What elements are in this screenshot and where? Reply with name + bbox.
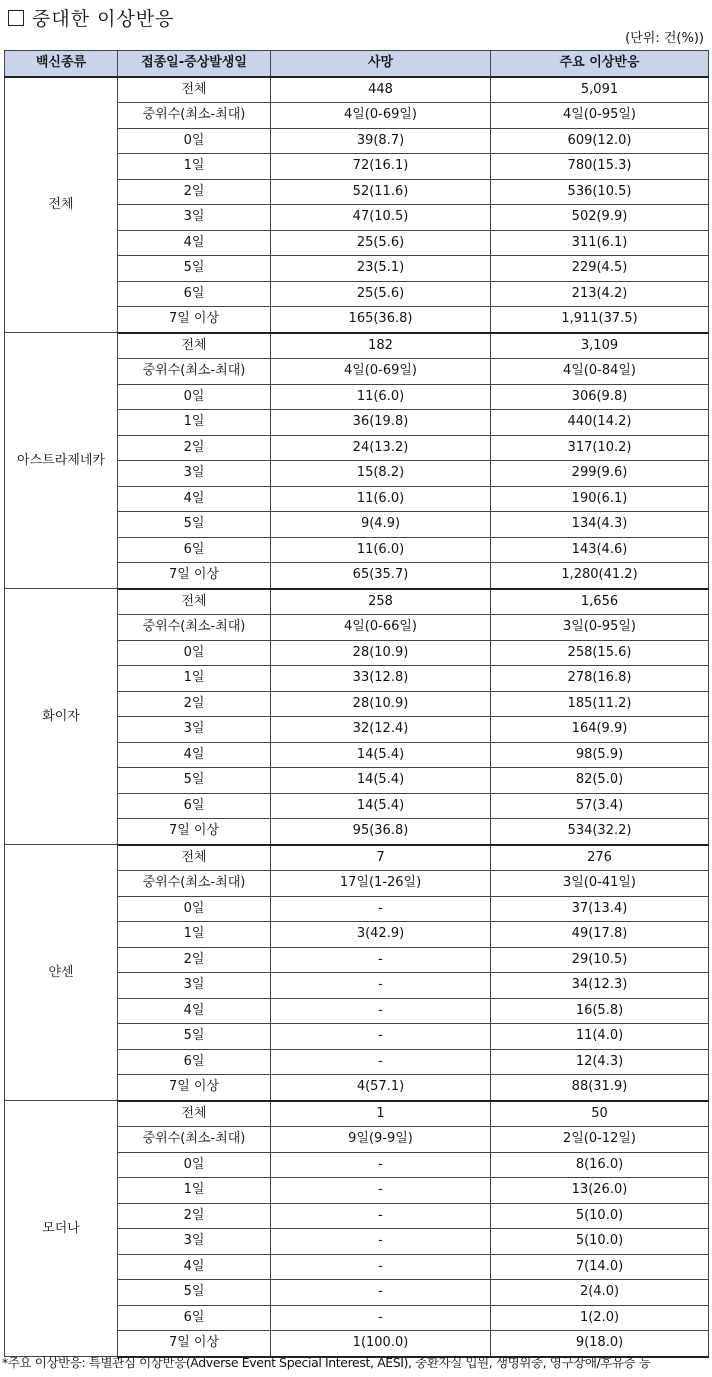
unit-label: (단위: 건(%)) <box>625 31 704 46</box>
onset-interval-cell: 4일 <box>118 742 271 768</box>
major-reaction-cell: 49(17.8) <box>491 922 709 948</box>
onset-interval-cell: 6일 <box>118 1305 271 1331</box>
death-count-cell: 52(11.6) <box>271 179 491 205</box>
death-count-cell: - <box>271 998 491 1024</box>
onset-interval-cell: 전체 <box>118 77 271 103</box>
onset-interval-cell: 2일 <box>118 1203 271 1229</box>
death-count-cell: 14(5.4) <box>271 768 491 794</box>
major-reaction-cell: 780(15.3) <box>491 154 709 180</box>
major-reaction-cell: 50 <box>491 1101 709 1127</box>
death-count-cell: - <box>271 1305 491 1331</box>
major-reaction-cell: 276 <box>491 845 709 871</box>
death-count-cell: 9(4.9) <box>271 512 491 538</box>
death-count-cell: 33(12.8) <box>271 666 491 692</box>
major-reaction-cell: 164(9.9) <box>491 717 709 743</box>
major-reaction-cell: 3,109 <box>491 333 709 359</box>
major-reaction-cell: 229(4.5) <box>491 256 709 282</box>
death-count-cell: 7 <box>271 845 491 871</box>
major-reaction-cell: 134(4.3) <box>491 512 709 538</box>
major-reaction-cell: 4일(0-95일) <box>491 103 709 129</box>
onset-interval-cell: 전체 <box>118 845 271 871</box>
onset-interval-cell: 7일 이상 <box>118 563 271 589</box>
onset-interval-cell: 4일 <box>118 230 271 256</box>
major-reaction-cell: 1,911(37.5) <box>491 307 709 333</box>
death-count-cell: 36(19.8) <box>271 410 491 436</box>
major-reaction-cell: 5(10.0) <box>491 1229 709 1255</box>
vaccine-group-label: 전체 <box>5 77 118 333</box>
death-count-cell: 28(10.9) <box>271 640 491 666</box>
major-reaction-cell: 190(6.1) <box>491 486 709 512</box>
checkbox-square-icon <box>8 10 24 26</box>
major-reaction-cell: 213(4.2) <box>491 281 709 307</box>
onset-interval-cell: 6일 <box>118 281 271 307</box>
onset-interval-cell: 3일 <box>118 205 271 231</box>
death-count-cell: 14(5.4) <box>271 793 491 819</box>
onset-interval-cell: 0일 <box>118 128 271 154</box>
onset-interval-cell: 7일 이상 <box>118 307 271 333</box>
major-reaction-cell: 317(10.2) <box>491 435 709 461</box>
onset-interval-cell: 4일 <box>118 486 271 512</box>
major-reaction-cell: 7(14.0) <box>491 1254 709 1280</box>
death-count-cell: 28(10.9) <box>271 691 491 717</box>
major-reaction-cell: 1,656 <box>491 589 709 615</box>
vaccine-group-label: 모더나 <box>5 1101 118 1357</box>
death-count-cell: 65(35.7) <box>271 563 491 589</box>
death-count-cell: 95(36.8) <box>271 819 491 845</box>
death-count-cell: 1(100.0) <box>271 1331 491 1357</box>
death-count-cell: 258 <box>271 589 491 615</box>
death-count-cell: - <box>271 896 491 922</box>
major-reaction-cell: 98(5.9) <box>491 742 709 768</box>
major-reaction-cell: 57(3.4) <box>491 793 709 819</box>
onset-interval-cell: 6일 <box>118 537 271 563</box>
major-reaction-cell: 88(31.9) <box>491 1075 709 1101</box>
death-count-cell: 15(8.2) <box>271 461 491 487</box>
death-count-cell: - <box>271 1178 491 1204</box>
header-death: 사망 <box>271 51 491 77</box>
onset-interval-cell: 0일 <box>118 384 271 410</box>
death-count-cell: 11(6.0) <box>271 537 491 563</box>
major-reaction-cell: 2일(0-12일) <box>491 1127 709 1153</box>
onset-interval-cell: 5일 <box>118 512 271 538</box>
death-count-cell: 182 <box>271 333 491 359</box>
major-reaction-cell: 29(10.5) <box>491 947 709 973</box>
major-reaction-cell: 299(9.6) <box>491 461 709 487</box>
death-count-cell: - <box>271 1254 491 1280</box>
death-count-cell: 47(10.5) <box>271 205 491 231</box>
vaccine-group-label: 아스트라제네카 <box>5 333 118 589</box>
death-count-cell: 4일(0-69일) <box>271 359 491 385</box>
major-reaction-cell: 12(4.3) <box>491 1049 709 1075</box>
death-count-cell: - <box>271 1229 491 1255</box>
death-count-cell: - <box>271 947 491 973</box>
onset-interval-cell: 2일 <box>118 435 271 461</box>
major-reaction-cell: 34(12.3) <box>491 973 709 999</box>
onset-interval-cell: 2일 <box>118 947 271 973</box>
death-count-cell: 25(5.6) <box>271 230 491 256</box>
death-count-cell: - <box>271 1049 491 1075</box>
major-reaction-cell: 2(4.0) <box>491 1280 709 1306</box>
death-count-cell: 24(13.2) <box>271 435 491 461</box>
onset-interval-cell: 7일 이상 <box>118 1331 271 1357</box>
death-count-cell: 72(16.1) <box>271 154 491 180</box>
death-count-cell: - <box>271 1152 491 1178</box>
onset-interval-cell: 전체 <box>118 589 271 615</box>
major-reaction-cell: 502(9.9) <box>491 205 709 231</box>
major-reaction-cell: 16(5.8) <box>491 998 709 1024</box>
major-reaction-cell: 1,280(41.2) <box>491 563 709 589</box>
onset-interval-cell: 1일 <box>118 1178 271 1204</box>
death-count-cell: 448 <box>271 77 491 103</box>
death-count-cell: 4일(0-69일) <box>271 103 491 129</box>
major-reaction-cell: 534(32.2) <box>491 819 709 845</box>
major-reaction-cell: 1(2.0) <box>491 1305 709 1331</box>
major-reaction-cell: 37(13.4) <box>491 896 709 922</box>
death-count-cell: 4(57.1) <box>271 1075 491 1101</box>
onset-interval-cell: 3일 <box>118 973 271 999</box>
header-row <box>5 51 709 77</box>
table-body <box>5 77 709 1357</box>
onset-interval-cell: 6일 <box>118 793 271 819</box>
onset-interval-cell: 5일 <box>118 256 271 282</box>
table-row <box>5 77 709 103</box>
adverse-reaction-table <box>4 50 709 1358</box>
death-count-cell: 39(8.7) <box>271 128 491 154</box>
onset-interval-cell: 7일 이상 <box>118 1075 271 1101</box>
title-text: 중대한 이상반응 <box>32 8 175 30</box>
table-row <box>5 333 709 359</box>
death-count-cell: 9일(9-9일) <box>271 1127 491 1153</box>
table-row <box>5 1101 709 1127</box>
onset-interval-cell: 전체 <box>118 333 271 359</box>
vaccine-group-label: 얀센 <box>5 845 118 1101</box>
death-count-cell: 4일(0-66일) <box>271 615 491 641</box>
vaccine-group-label: 화이자 <box>5 589 118 845</box>
onset-interval-cell: 중위수(최소-최대) <box>118 615 271 641</box>
major-reaction-cell: 11(4.0) <box>491 1024 709 1050</box>
major-reaction-cell: 440(14.2) <box>491 410 709 436</box>
onset-interval-cell: 0일 <box>118 896 271 922</box>
footnote: *주요 이상반응: 특별관심 이상반응(Adverse Event Special Interest, AESI), 중환자실 입원, 생명위중, 영구장애/후유증 등 <box>2 1355 651 1370</box>
major-reaction-cell: 278(16.8) <box>491 666 709 692</box>
major-reaction-cell: 4일(0-84일) <box>491 359 709 385</box>
onset-interval-cell: 5일 <box>118 768 271 794</box>
onset-interval-cell: 중위수(최소-최대) <box>118 103 271 129</box>
major-reaction-cell: 609(12.0) <box>491 128 709 154</box>
major-reaction-cell: 311(6.1) <box>491 230 709 256</box>
death-count-cell: 1 <box>271 1101 491 1127</box>
death-count-cell: 11(6.0) <box>271 384 491 410</box>
death-count-cell: 23(5.1) <box>271 256 491 282</box>
onset-interval-cell: 2일 <box>118 179 271 205</box>
onset-interval-cell: 중위수(최소-최대) <box>118 359 271 385</box>
death-count-cell: 11(6.0) <box>271 486 491 512</box>
death-count-cell: - <box>271 1024 491 1050</box>
onset-interval-cell: 3일 <box>118 717 271 743</box>
death-count-cell: - <box>271 1203 491 1229</box>
major-reaction-cell: 5,091 <box>491 77 709 103</box>
major-reaction-cell: 536(10.5) <box>491 179 709 205</box>
death-count-cell: 25(5.6) <box>271 281 491 307</box>
onset-interval-cell: 0일 <box>118 1152 271 1178</box>
table-row <box>5 589 709 615</box>
onset-interval-cell: 5일 <box>118 1280 271 1306</box>
major-reaction-cell: 8(16.0) <box>491 1152 709 1178</box>
death-count-cell: 17일(1-26일) <box>271 871 491 897</box>
death-count-cell: 14(5.4) <box>271 742 491 768</box>
onset-interval-cell: 7일 이상 <box>118 819 271 845</box>
onset-interval-cell: 4일 <box>118 998 271 1024</box>
header-onset-interval: 접종일-증상발생일 <box>118 51 271 77</box>
onset-interval-cell: 5일 <box>118 1024 271 1050</box>
major-reaction-cell: 3일(0-95일) <box>491 615 709 641</box>
onset-interval-cell: 1일 <box>118 922 271 948</box>
major-reaction-cell: 13(26.0) <box>491 1178 709 1204</box>
major-reaction-cell: 306(9.8) <box>491 384 709 410</box>
death-count-cell: 3(42.9) <box>271 922 491 948</box>
onset-interval-cell: 중위수(최소-최대) <box>118 1127 271 1153</box>
header-vaccine-type: 백신종류 <box>5 51 118 77</box>
table-row <box>5 845 709 871</box>
onset-interval-cell: 전체 <box>118 1101 271 1127</box>
onset-interval-cell: 4일 <box>118 1254 271 1280</box>
onset-interval-cell: 1일 <box>118 666 271 692</box>
death-count-cell: - <box>271 1280 491 1306</box>
major-reaction-cell: 9(18.0) <box>491 1331 709 1357</box>
major-reaction-cell: 3일(0-41일) <box>491 871 709 897</box>
onset-interval-cell: 3일 <box>118 1229 271 1255</box>
death-count-cell: 32(12.4) <box>271 717 491 743</box>
major-reaction-cell: 143(4.6) <box>491 537 709 563</box>
major-reaction-cell: 185(11.2) <box>491 691 709 717</box>
death-count-cell: 165(36.8) <box>271 307 491 333</box>
onset-interval-cell: 6일 <box>118 1049 271 1075</box>
onset-interval-cell: 0일 <box>118 640 271 666</box>
onset-interval-cell: 중위수(최소-최대) <box>118 871 271 897</box>
onset-interval-cell: 2일 <box>118 691 271 717</box>
major-reaction-cell: 5(10.0) <box>491 1203 709 1229</box>
death-count-cell: - <box>271 973 491 999</box>
header-major-reaction: 주요 이상반응 <box>491 51 709 77</box>
onset-interval-cell: 1일 <box>118 154 271 180</box>
major-reaction-cell: 258(15.6) <box>491 640 709 666</box>
major-reaction-cell: 82(5.0) <box>491 768 709 794</box>
onset-interval-cell: 1일 <box>118 410 271 436</box>
page-title <box>8 4 175 34</box>
onset-interval-cell: 3일 <box>118 461 271 487</box>
